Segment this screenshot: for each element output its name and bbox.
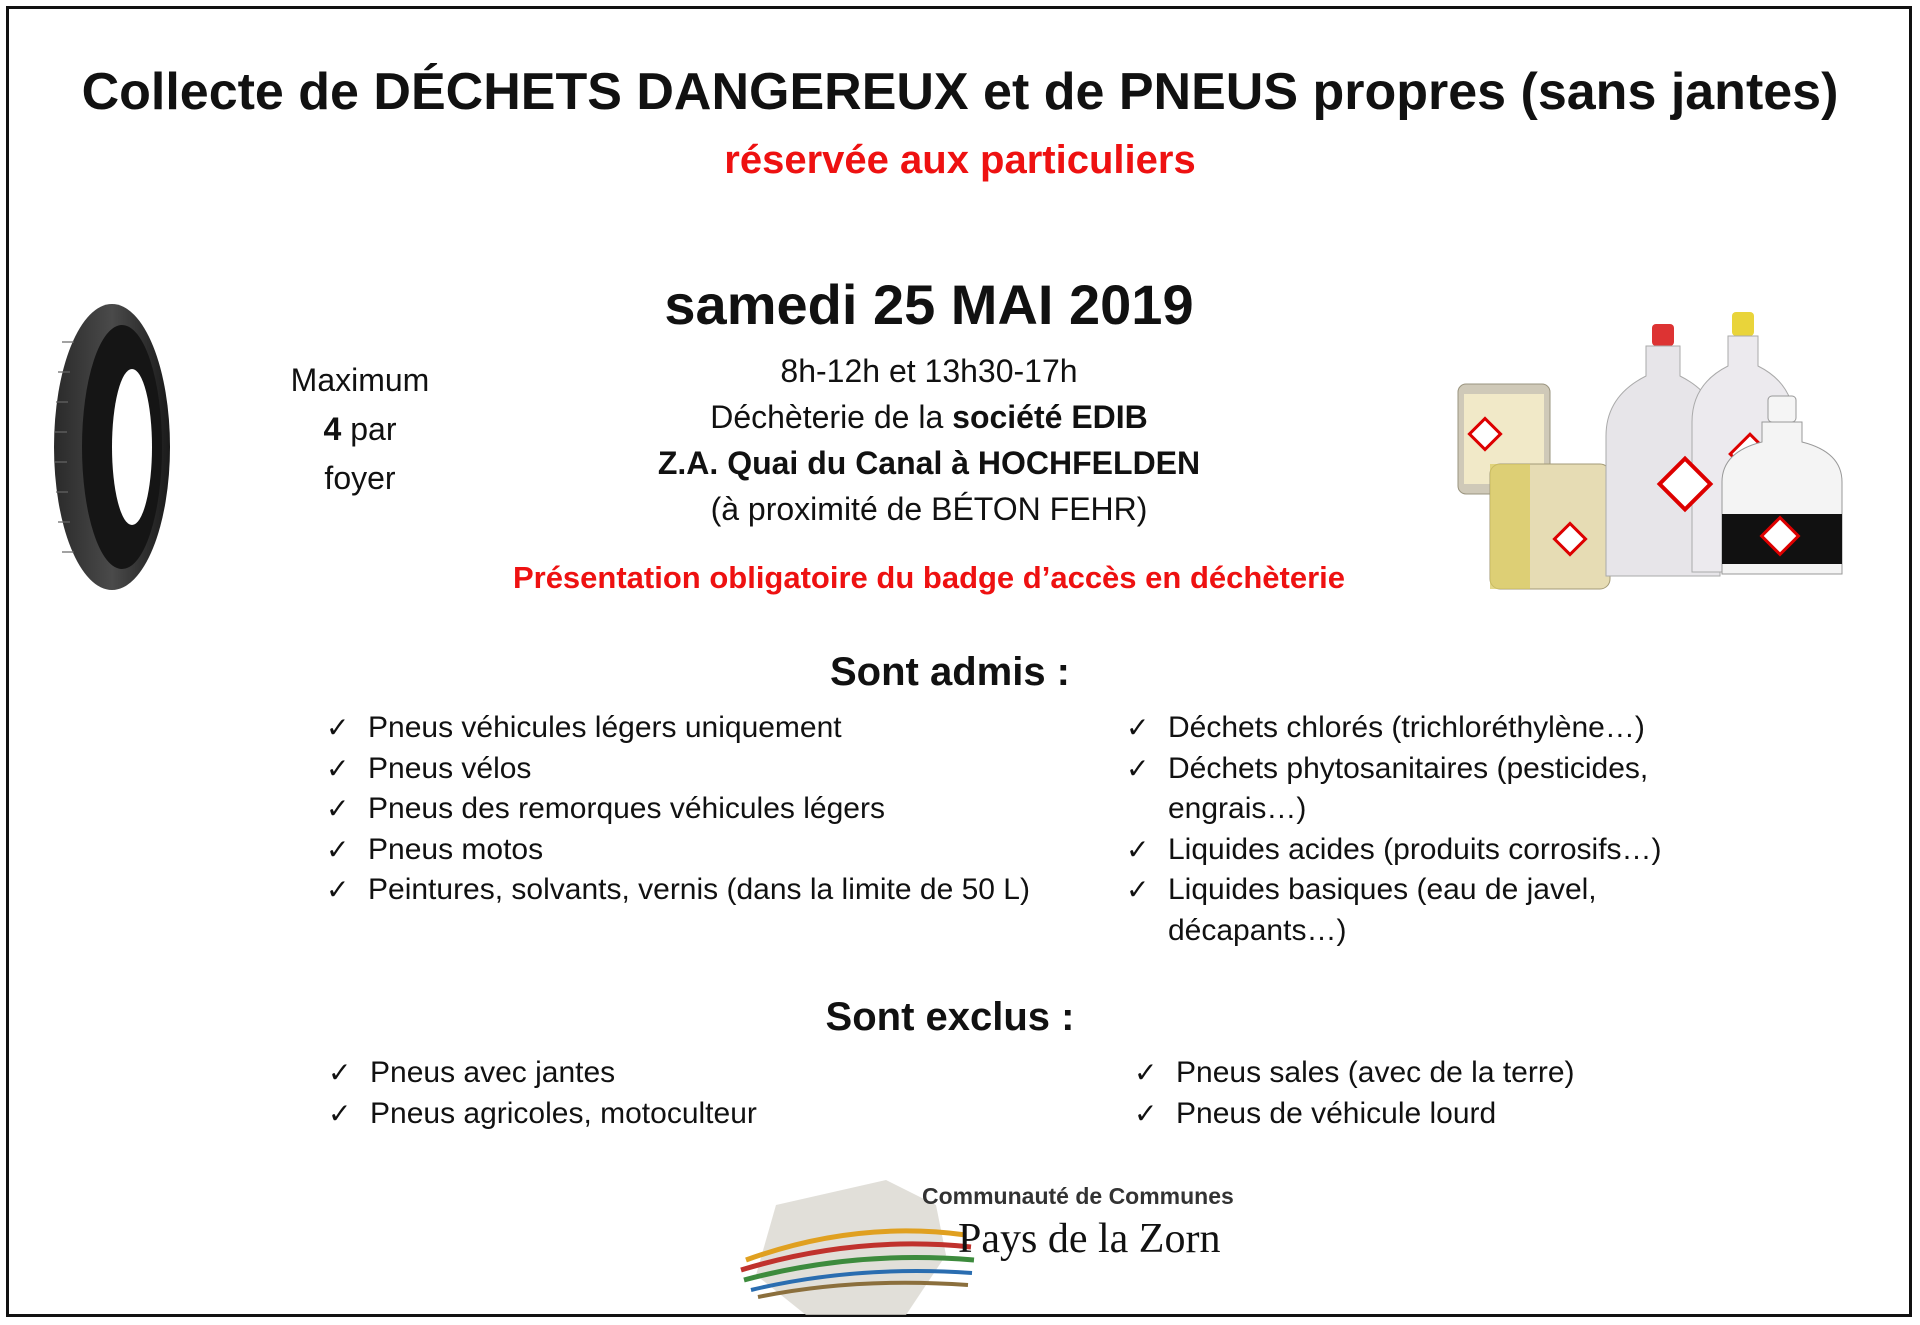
event-hours: 8h-12h et 13h30-17h: [780, 353, 1078, 389]
list-item: ✓ Pneus avec jantes: [328, 1053, 928, 1094]
event-place-prefix: Déchèterie de la: [710, 399, 953, 435]
event-landmark: (à proximité de BÉTON FEHR): [710, 491, 1148, 527]
page-subtitle: réservée aux particuliers: [724, 138, 1196, 182]
badge-notice: Présentation obligatoire du badge d’accès en déchèterie: [512, 560, 1346, 595]
community-logo: [736, 1165, 1276, 1325]
limit-line3: foyer: [324, 460, 396, 496]
list-item: ✓ Pneus sales (avec de la terre): [1134, 1053, 1734, 1094]
event-date: samedi 25 MAI 2019: [664, 273, 1194, 336]
list-item: ✓ Liquides basiques (eau de javel, décapants…): [1126, 870, 1696, 951]
list-item: ✓ Pneus des remorques véhicules légers: [326, 789, 1086, 830]
limit-line1: Maximum: [290, 362, 430, 398]
list-item: ✓ Pneus vélos: [326, 749, 1086, 790]
list-item: ✓ Pneus motos: [326, 830, 1086, 871]
check-icon: ✓: [1126, 833, 1150, 865]
admitted-list-right: [1126, 708, 1696, 951]
list-item: ✓ Liquides acides (produits corrosifs…): [1126, 830, 1696, 871]
logo-line2: Pays de la Zorn: [958, 1216, 1221, 1262]
limit-count: 4: [323, 411, 342, 447]
check-icon: ✓: [1126, 752, 1150, 784]
page-title: Collecte de DÉCHETS DANGEREUX et de PNEUS propres (sans jantes): [81, 63, 1839, 121]
check-icon: ✓: [326, 833, 350, 865]
excluded-list-left: [328, 1053, 928, 1134]
event-address: Z.A. Quai du Canal à HOCHFELDEN: [657, 445, 1201, 481]
logo-line1: Communauté de Communes: [922, 1183, 1234, 1209]
check-icon: ✓: [1134, 1057, 1158, 1088]
check-icon: ✓: [326, 752, 350, 784]
check-icon: ✓: [1134, 1097, 1158, 1129]
admitted-heading: Sont admis :: [829, 650, 1071, 694]
check-icon: ✓: [326, 712, 350, 743]
list-item: ✓ Déchets chlorés (trichloréthylène…): [1126, 708, 1696, 749]
list-item: ✓ Pneus agricoles, motoculteur: [328, 1094, 928, 1135]
list-item: ✓ Peintures, solvants, vernis (dans la limite de 50 L): [326, 870, 1086, 911]
check-icon: ✓: [328, 1097, 352, 1129]
list-item: ✓ Pneus de véhicule lourd: [1134, 1094, 1734, 1135]
admitted-list-left: [326, 708, 1086, 911]
check-icon: ✓: [328, 1057, 352, 1088]
event-place-company: société EDIB: [952, 399, 1148, 435]
list-item: ✓ Pneus véhicules légers uniquement: [326, 708, 1086, 749]
hazard-bottles-icon: [1450, 304, 1850, 599]
limit-line2-suffix: par: [341, 411, 397, 447]
check-icon: ✓: [326, 874, 350, 905]
check-icon: ✓: [1126, 874, 1150, 905]
excluded-heading: Sont exclus :: [825, 995, 1075, 1039]
excluded-list-right: [1134, 1053, 1734, 1134]
list-item: ✓ Déchets phytosanitaires (pesticides, engrais…): [1126, 749, 1696, 830]
check-icon: ✓: [326, 793, 350, 824]
check-icon: ✓: [1126, 712, 1150, 743]
